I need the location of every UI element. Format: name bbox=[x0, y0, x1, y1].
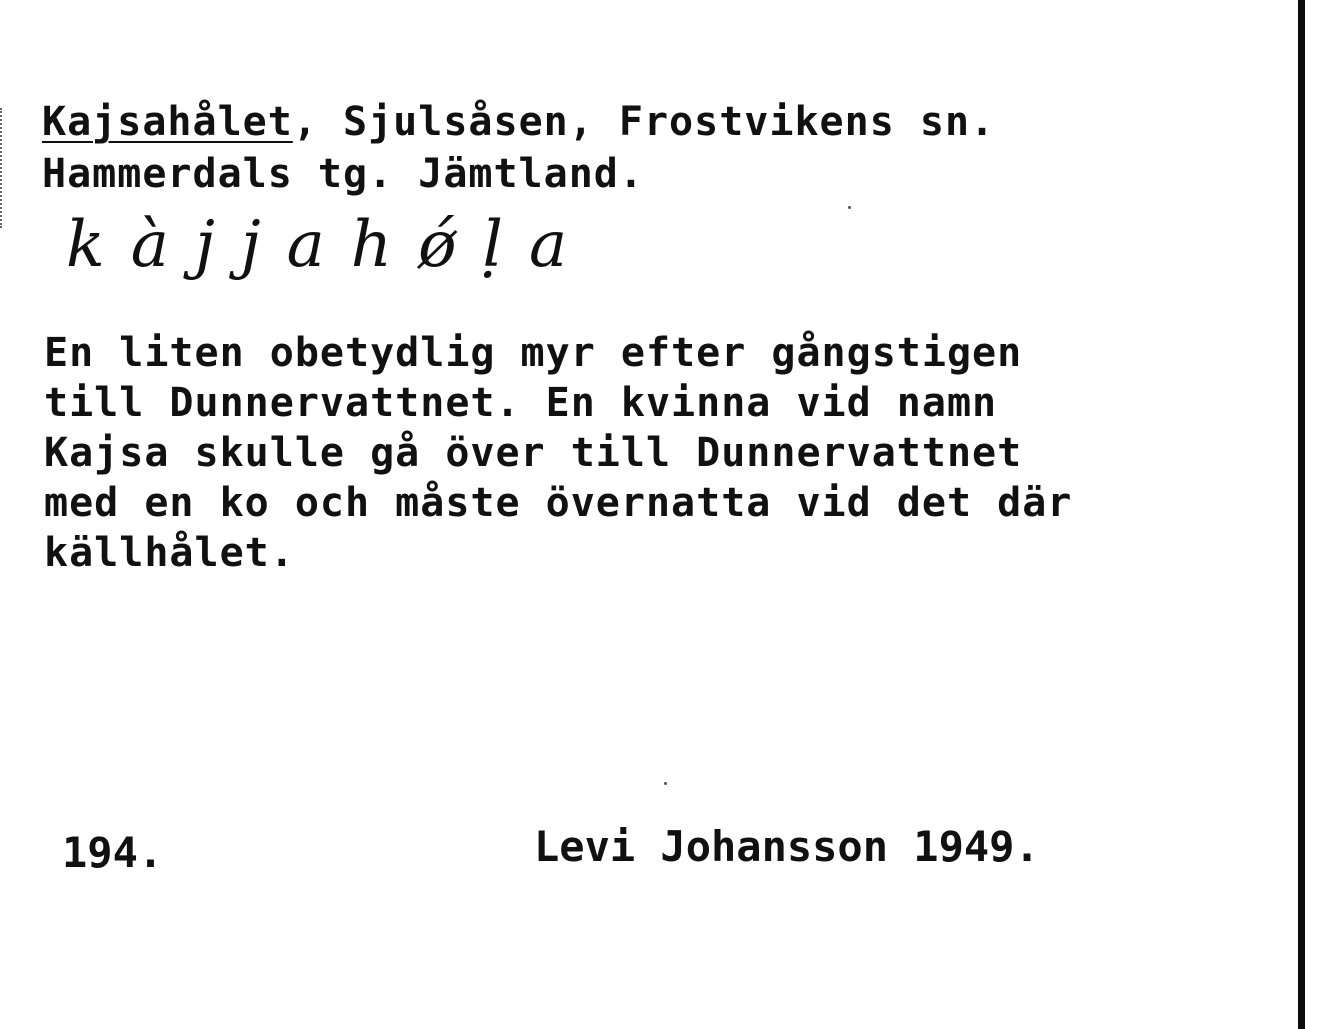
description-line: källhålet. bbox=[44, 530, 295, 576]
paper-speck bbox=[664, 782, 667, 785]
description-line: med en ko och måste övernatta vid det där bbox=[44, 480, 1073, 526]
description-line: Kajsa skulle gå över till Dunnervattnet bbox=[44, 430, 1023, 476]
phonetic-transcription: kàjjahǿḷa bbox=[66, 208, 594, 282]
header-line-2: Hammerdals tg. Jämtland. bbox=[42, 151, 644, 197]
place-name: Kajsahålet bbox=[42, 99, 293, 145]
header-line-1 bbox=[42, 96, 995, 148]
left-margin-marks bbox=[0, 108, 8, 228]
collector-and-year: Levi Johansson 1949. bbox=[534, 822, 1040, 871]
description-text bbox=[44, 328, 1284, 578]
description-line: En liten obetydlig myr efter gångstigen bbox=[44, 330, 1023, 376]
header-location: , Sjulsåsen, Frostvikens sn. bbox=[292, 99, 996, 145]
card-edge-line bbox=[1298, 0, 1305, 1029]
card-number: 194. bbox=[62, 828, 164, 877]
paper-speck bbox=[848, 206, 851, 209]
description-line: till Dunnervattnet. En kvinna vid namn bbox=[44, 380, 998, 426]
